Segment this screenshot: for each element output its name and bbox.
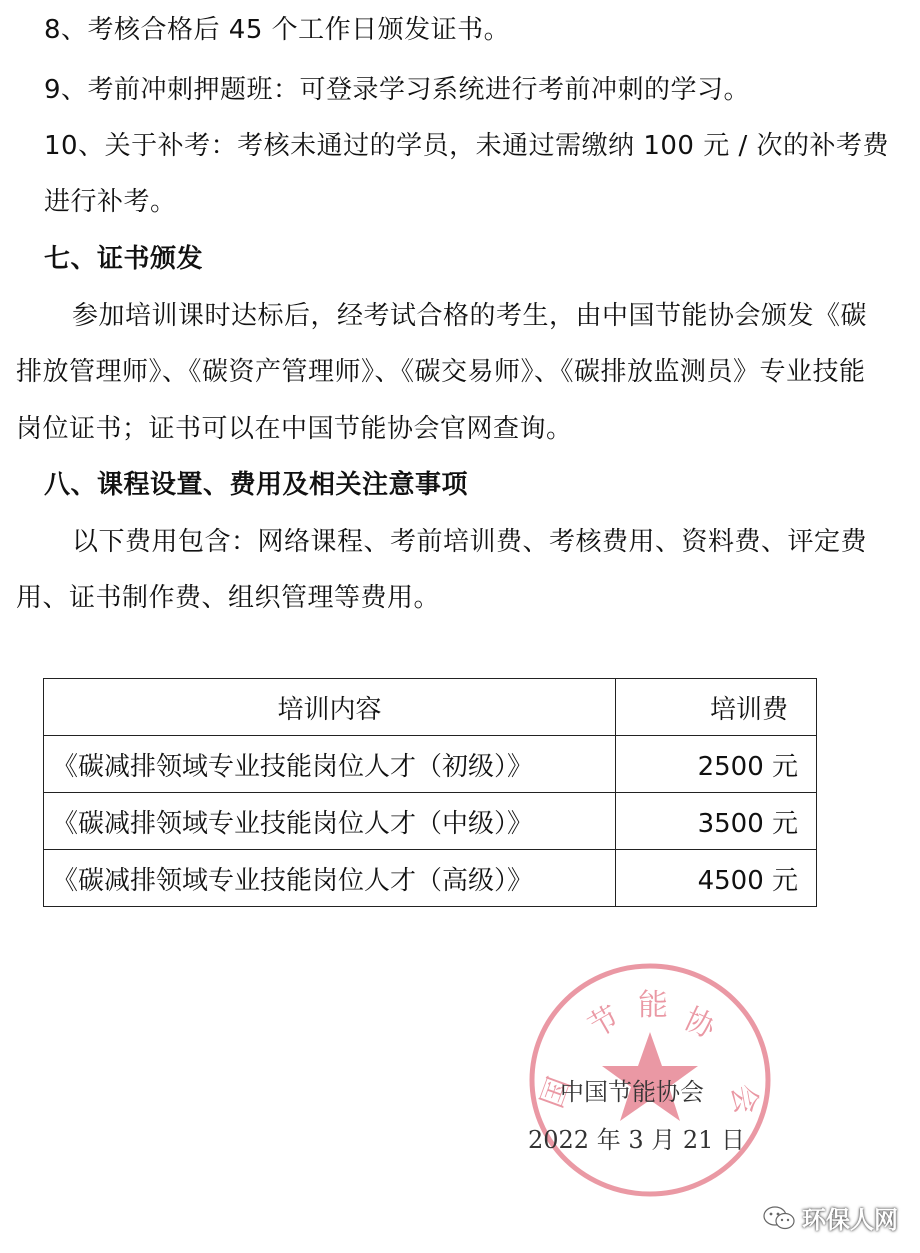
svg-text:国: 国 [534, 1072, 578, 1113]
course-cell: 《碳减排领域专业技能岗位人才（中级）》 [44, 793, 616, 850]
table-row [44, 736, 817, 793]
signature-org: 中国节能协会 [560, 1078, 704, 1106]
column-header-fee: 培训费 [616, 679, 817, 736]
course-cell: 《碳减排领域专业技能岗位人才（高级）》 [44, 850, 616, 907]
wechat-icon [762, 1204, 796, 1232]
svg-text:节: 节 [582, 999, 626, 1045]
signature-date: 2022 年 3 月 21 日 [528, 1126, 746, 1154]
svg-text:协: 协 [678, 1001, 721, 1046]
item-9: 9、考前冲刺押题班：可登录学习系统进行考前冲刺的学习。 [44, 75, 751, 105]
svg-text:能: 能 [638, 988, 668, 1023]
table-row [44, 793, 817, 850]
table-row [44, 850, 817, 907]
svg-text:会: 会 [724, 1081, 764, 1117]
fee-cell: 2500 元 [616, 736, 817, 793]
column-header-course: 培训内容 [44, 679, 616, 736]
item-10-cont: 进行补考。 [44, 187, 177, 217]
paragraph-line: 用、证书制作费、组织管理等费用。 [16, 583, 441, 613]
paragraph-line: 排放管理师》、《碳资产管理师》、《碳交易师》、《碳排放监测员》专业技能 [16, 357, 866, 387]
paragraph-line: 参加培训课时达标后，经考试合格的考生，由中国节能协会颁发《碳 [72, 301, 868, 331]
fee-table [43, 678, 817, 907]
section-heading-fees: 八、课程设置、费用及相关注意事项 [44, 470, 469, 500]
course-cell: 《碳减排领域专业技能岗位人才（初级）》 [44, 736, 616, 793]
table-header-row [44, 679, 817, 736]
item-8: 8、考核合格后 45 个工作日颁发证书。 [44, 15, 511, 45]
paragraph-line: 以下费用包含：网络课程、考前培训费、考核费用、资料费、评定费 [72, 527, 868, 557]
item-10: 10、关于补考：考核未通过的学员，未通过需缴纳 100 元 / 次的补考费 [44, 131, 890, 161]
section-heading-certificate: 七、证书颁发 [44, 244, 204, 274]
paragraph-line: 岗位证书；证书可以在中国节能协会官网查询。 [16, 414, 573, 444]
official-seal [520, 960, 780, 1200]
fee-cell: 3500 元 [616, 793, 817, 850]
watermark [762, 1200, 898, 1235]
watermark-text: 环保人网 [802, 1206, 898, 1234]
fee-cell: 4500 元 [616, 850, 817, 907]
